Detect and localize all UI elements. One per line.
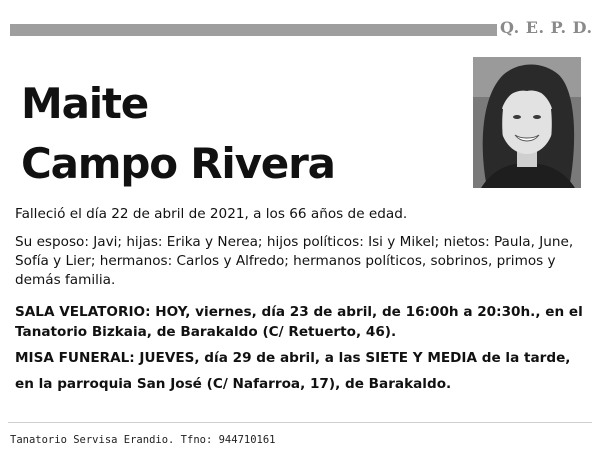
wake-details: SALA VELATORIO: HOY, viernes, día 23 de abril, de 16:00h a 20:30h., en el Tanatorio Bizkaia, de Barakaldo (C/ Retuerto, 46). (15, 304, 583, 340)
header-bar (10, 24, 497, 36)
portrait-photo (473, 57, 581, 188)
portrait-image (473, 57, 581, 188)
family-list: Su esposo: Javi; hijas: Erika y Nerea; hijos políticos: Isi y Mikel; nietos: Paula, June, Sofía y Lier; hermanos: Carlos y Alfredo; hermanos políticos, sobrinos, primos y demás familia. (15, 234, 574, 288)
funeral-home-contact: Tanatorio Servisa Erandio. Tfno: 944710161 (10, 434, 276, 446)
deceased-first-name: Maite (21, 79, 149, 128)
death-statement: Falleció el día 22 de abril de 2021, a los 66 años de edad. (15, 206, 408, 222)
funeral-mass-line-1: MISA FUNERAL: JUEVES, día 29 de abril, a las SIETE Y MEDIA de la tarde, (15, 350, 571, 366)
footer-divider (8, 422, 592, 423)
qepd-label: Q. E. P. D. (500, 18, 593, 37)
funeral-mass-line-2: en la parroquia San José (C/ Nafarroa, 17), de Barakaldo. (15, 376, 452, 392)
deceased-surnames: Campo Rivera (21, 139, 335, 188)
